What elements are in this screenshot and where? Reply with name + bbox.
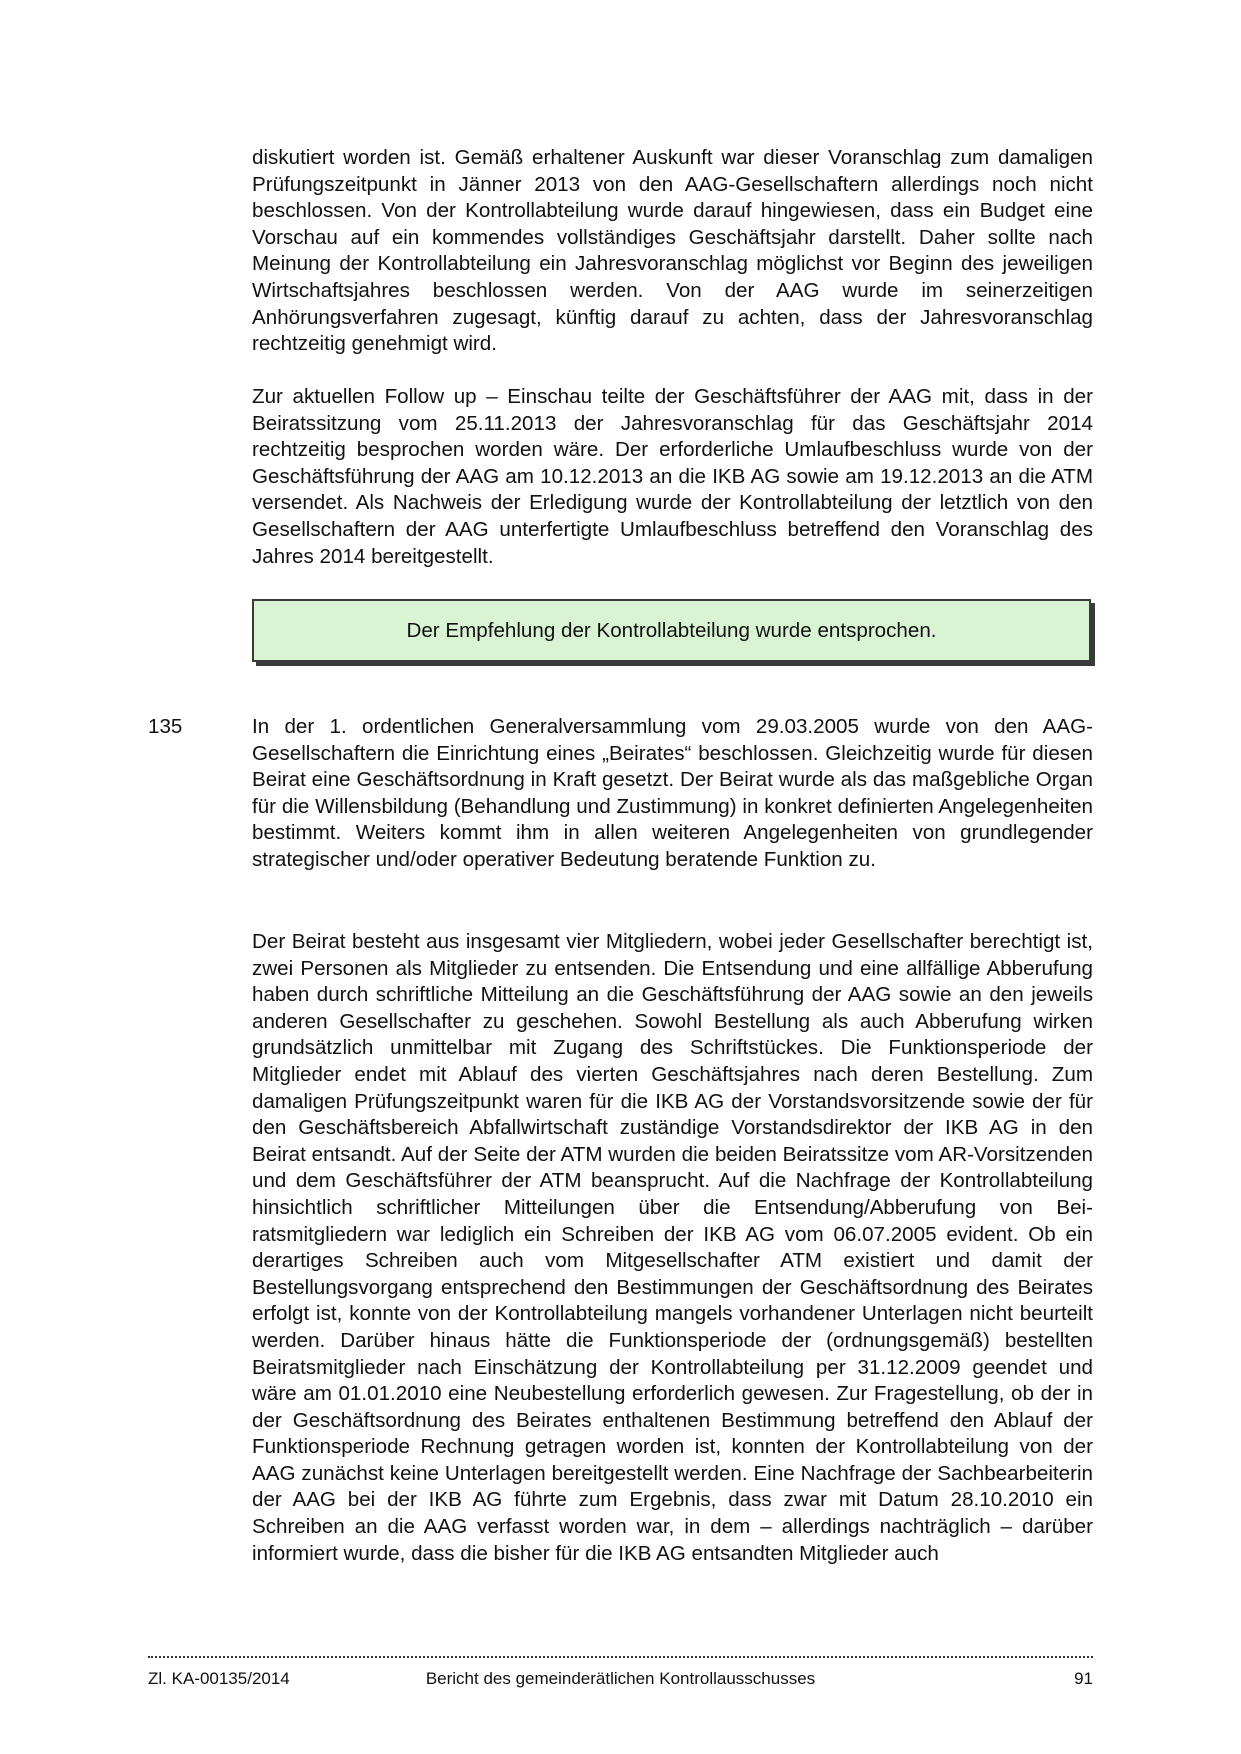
paragraph-budget-discussion [252, 145, 1093, 358]
footer-page-number: 91 [1074, 1669, 1093, 1688]
recommendation-status-box [252, 599, 1091, 662]
footer-reference-number: Zl. KA-00135/2014 [148, 1669, 290, 1688]
footer-report-title: Bericht des gemeinderätlichen Kontrollausschusses [425, 1669, 816, 1688]
paragraph-advisory-board-members [252, 929, 1093, 1567]
paragraph-text: In der 1. ordentlichen Generalversammlung vom 29.03.2005 wurde von den AAG-Gesellschaftern die Einrichtung eines „Beirates“ beschlossen. Gleichzeitig wurde für diesen Beirat eine Geschäftsordnung in Kraft gesetzt. Der Beirat wurde als das maßgebliche Organ für die Willensbildung (Behandlung und Zustimmung) in konkret definierten Angelegenheiten bestimmt. Weiters kommt ihm in allen weiteren Angelegenheiten von grundlegender strategischer und/oder operativer Bedeutung beratende Funktion zu. [252, 715, 1093, 871]
paragraph-text: Der Beirat besteht aus insgesamt vier Mitgliedern, wobei jeder Gesellschafter berechtigt ist, zwei Personen als Mitglieder zu entsenden. Die Entsendung und eine allfällige Abberufung haben durch schriftliche Mitteilung an die Geschäftsführung der AAG sowie an den jeweils anderen Gesellschafter zu geschehen. Sowohl Bestellung als auch Abberufung wirken grundsätzlich unmittelbar mit Zugang des Schriftstückes. Die Funktionsperiode der Mitglieder endet mit Ablauf des vierten Geschäftsjahres nach deren Bestellung. Zum damaligen Prüfungszeitpunkt waren für die IKB AG der Vorstandsvorsitzende sowie der für den Geschäftsbereich Abfallwirtschaft zuständige Vorstandsdirektor der IKB AG in den Beirat entsandt. Auf der Seite der ATM wurden die beiden Beiratssitze vom AR-Vorsitzenden und dem Geschäftsführer der ATM beansprucht. Auf die Nachfrage der Kontrollabteilung hinsichtlich schriftlicher Mitteilungen über die Entsendung/Abberufung von Beiratsmitgliedern war lediglich ein Schreiben der IKB AG vom 06.07.2005 evident. Ob ein derartiges Schreiben auch vom Mitgesellschafter ATM existiert und damit der Bestellungsvorgang entsprechend den Bestimmungen der Geschäftsordnung des Beirates erfolgt ist, konnte von der Kontrollabteilung mangels vorhandener Unterlagen nicht beurteilt werden. Darüber hinaus hätte die Funktionsperiode der (ordnungsgemäß) bestellten Beiratsmitglieder nach Einschätzung der Kontrollabteilung per 31.12.2009 geendet und wäre am 01.01.2010 eine Neubestellung erforderlich gewesen. Zur Fragestellung, ob der in der Geschäftsordnung des Beirates enthaltenen Bestimmung betreffend den Ablauf der Funktionsperiode Rechnung getragen worden ist, konnten der Kontrollabteilung von der AAG zunächst keine Unterlagen bereitgestellt werden. Eine Nachfrage der Sachbearbeiterin der AAG bei der IKB AG führte zum Ergebnis, dass zwar mit Datum 28.10.2010 ein Schreiben an die AAG verfasst worden war, in dem – allerdings nachträglich – darüber informiert wurde, dass die bisher für die IKB AG entsandten Mitglieder auch [252, 930, 1093, 1565]
paragraph-text: Zur aktuellen Follow up – Einschau teilte der Geschäftsführer der AAG mit, dass in der Beiratssitzung vom 25.11.2013 der Jahresvoranschlag für das Geschäftsjahr 2014 rechtzeitig besprochen worden wäre. Der erforderliche Umlaufbeschluss wurde von der Geschäftsführung der AAG am 10.12.2013 an die IKB AG sowie am 19.12.2013 an die ATM versendet. Als Nachweis der Erledigung wurde der Kontrollabteilung der letztlich von den Gesellschaftern der AAG unterfertigte Umlaufbeschluss betreffend den Voranschlag des Jahres 2014 bereitgestellt. [252, 385, 1093, 568]
paragraph-advisory-board-setup [252, 714, 1093, 874]
status-text: Der Empfehlung der Kontrollabteilung wurde entsprochen. [406, 618, 937, 642]
paragraph-text: diskutiert worden ist. Gemäß erhaltener Auskunft war dieser Voranschlag zum damaligen Prüfungszeitpunkt in Jänner 2013 von den AAG-Gesellschaftern allerdings noch nicht beschlossen. Von der Kontrollabteilung wurde darauf hingewiesen, dass ein Budget eine Vorschau auf ein kommendes vollständiges Geschäftsjahr darstellt. Daher sollte nach Meinung der Kontrollabteilung ein Jahresvoranschlag möglichst vor Beginn des jeweiligen Wirtschaftsjahres beschlossen werden. Von der AAG wurde im seinerzeitigen Anhörungsverfahren zugesagt, künftig darauf zu achten, dass der Jahresvoranschlag rechtzeitig genehmigt wird. [252, 146, 1093, 356]
paragraph-follow-up [252, 384, 1093, 570]
paragraph-number: 135 [148, 715, 183, 738]
footer-divider [148, 1656, 1093, 1658]
